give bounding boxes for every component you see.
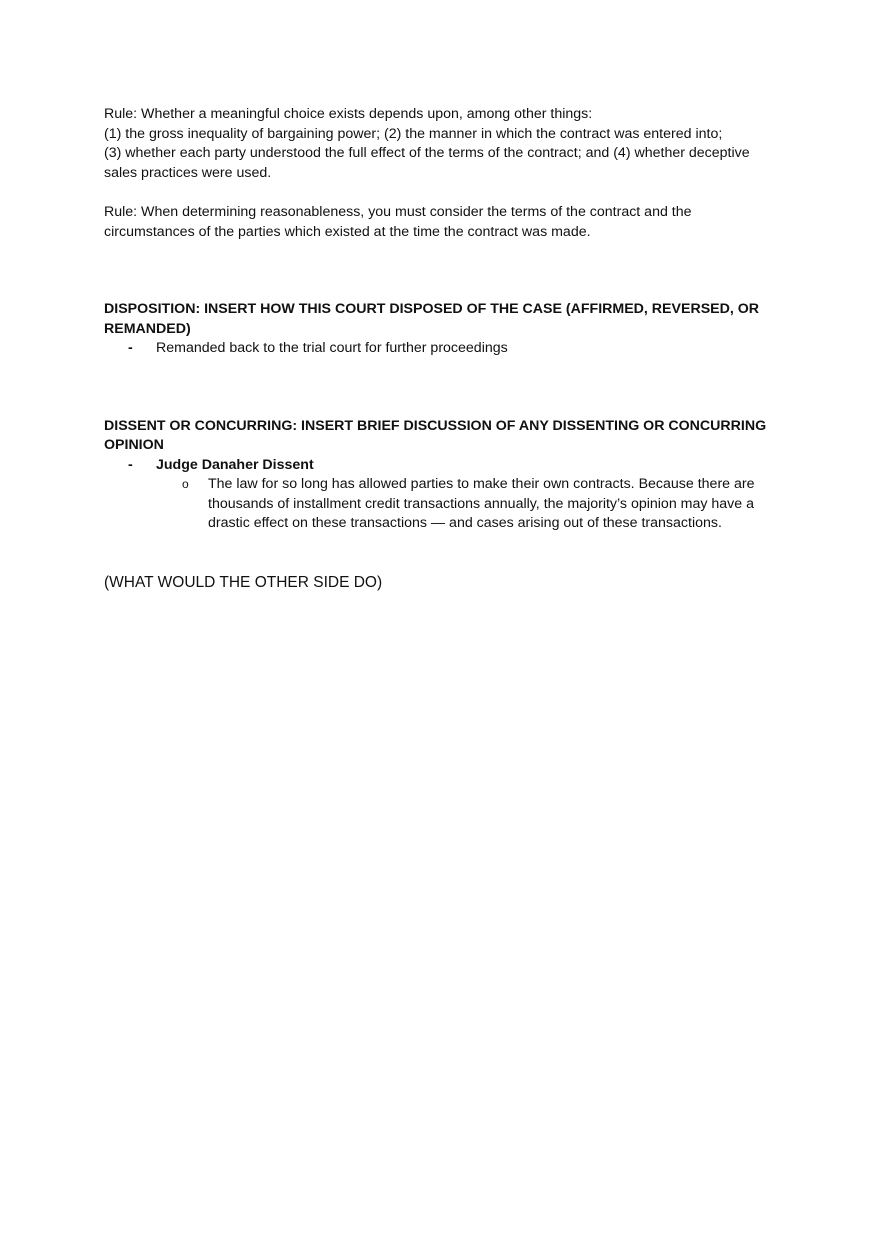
dissent-summary: The law for so long has allowed parties to make their own contracts. Because there are thousands of installment credit transactions annually, the majority’s opinion may have a drastic effect on these transactions — and cases arising out of these transactions. [208, 476, 755, 531]
bullet-marker: - [128, 340, 133, 356]
disposition-bullet [104, 339, 784, 359]
dissent-sub-bullet [104, 475, 784, 534]
sub-bullet-marker: o [182, 477, 189, 491]
document-page [104, 105, 784, 592]
dissent-bullet [104, 456, 784, 476]
dissent-heading: DISSENT OR CONCURRING: INSERT BRIEF DISCUSSION OF ANY DISSENTING OR CONCURRING OPINION [104, 417, 767, 453]
disposition-item: Remanded back to the trial court for further proceedings [156, 340, 508, 356]
rule-1-line-3: (3) whether each party understood the full effect of the terms of the contract; and (4) whether deceptive sales practices were used. [104, 145, 750, 181]
closing-note: (WHAT WOULD THE OTHER SIDE DO) [104, 573, 383, 591]
dissent-judge: Judge Danaher Dissent [156, 456, 314, 473]
rule-1-line-2: (1) the gross inequality of bargaining power; (2) the manner in which the contract was entered into; [104, 125, 723, 142]
disposition-heading: DISPOSITION: INSERT HOW THIS COURT DISPOSED OF THE CASE (AFFIRMED, REVERSED, OR REMANDED) [104, 301, 760, 337]
bullet-marker: - [128, 456, 133, 473]
rule-2: Rule: When determining reasonableness, you must consider the terms of the contract and the circumstances of the parties which existed at the time the contract was made. [104, 204, 692, 240]
rule-1-line-1: Rule: Whether a meaningful choice exists depends upon, among other things: [104, 106, 593, 122]
